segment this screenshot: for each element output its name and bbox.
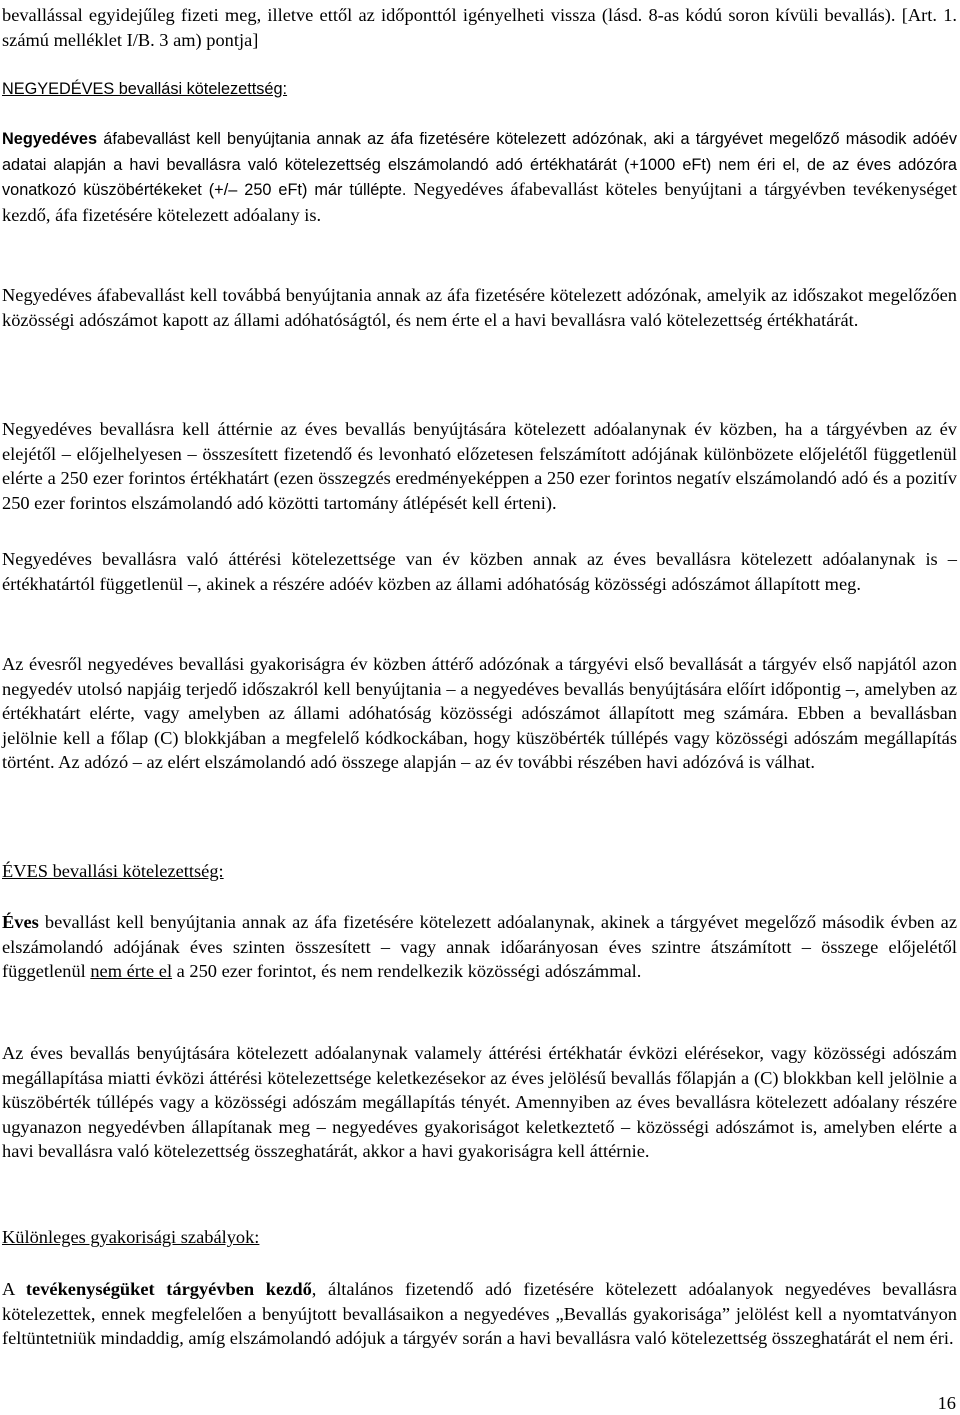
special-bold-term: tevékenységüket tárgyévben kezdő (25, 1279, 312, 1299)
annual-bold-term: Éves (2, 912, 39, 932)
quarterly-paragraph-1: Negyedéves áfabevallást kell benyújtania annak az áfa fizetésére kötelezett adózónak, aki a tárgyévet megelőző második adóév adatai alapján a havi bevallásra való kötelezettség elszámolandó adó értékhatárát (+1000 eFt) nem éri el, de az éves adózóra vonatkozó küszöbértékeket (+/– 250 eFt) már túllépte. Negyedéves áfabevallást köteles benyújtani a tárgyévben tevékenységet kezdő, áfa fizetésére kötelezett adóalany is. (2, 130, 957, 225)
special-paragraph-1: A tevékenységüket tárgyévben kezdő, általános fizetendő adó fizetésére kötelezett adóalanyok negyedéves bevallásra kötelezettek, ennek megfelelően a benyújtott bevallásaikon a negyedéves „Bevallás gyakorisága” jelölést kell a nyomtatványon feltüntetniük mindaddig, amíg elszámolandó adójuk a tárgyév során a havi bevallásra való kötelezettség összeghatárát el nem éri. (2, 1279, 957, 1349)
quarterly-heading: NEGYEDÉVES bevallási kötelezettség: (2, 80, 288, 98)
quarterly-paragraph-4: Negyedéves bevallásra való áttérési kötelezettsége van év közben annak az éves bevallásra kötelezett adóalanynak is – értékhatártól függetlenül –, akinek a részére adóév közben az állami adóhatóság közösségi adószámot állapított meg. (2, 549, 957, 594)
quarterly-paragraph-3: Negyedéves bevallásra kell áttérnie az éves bevallás benyújtására kötelezett adóalanynak év közben, ha a tárgyévben az év elejétől – előjelhelyesen – összesített fizetendő és levonható előzetesen felszámított adójának különbözete előjelétől függetlenül elérte a 250 ezer forintos értékhatárt (ezen összegzés eredményeképpen a 250 ezer forintos negatív elszámolandó adó és a pozitív 250 ezer forintos elszámolandó adó közötti tartomány átlépését kell érteni). (2, 419, 957, 513)
annual-paragraph-1: Éves bevallást kell benyújtania annak az áfa fizetésére kötelezett adóalanynak, akinek a tárgyévet megelőző második évben az elszámolandó adójának éves szinten összesített – vagy annak időarányosan éves szintre átszámított – összege előjelétől függetlenül nem érte el a 250 ezer forintot, és nem rendelkezik közösségi adószámmal. (2, 912, 957, 982)
intro-paragraph: bevallással egyidejűleg fizeti meg, illetve ettől az időponttól igényelheti vissza (lásd. 8-as kódú soron kívüli bevallás). [Art. 1. számú melléklet I/B. 3 am) pontja] (2, 5, 957, 50)
annual-heading: ÉVES bevallási kötelezettség: (2, 861, 224, 881)
quarterly-bold-term: Negyedéves (2, 130, 98, 148)
quarterly-paragraph-2: Negyedéves áfabevallást kell továbbá benyújtania annak az áfa fizetésére kötelezett adózónak, amelyik az időszakot megelőzően közösségi adószámot kapott az állami adóhatóságtól, és nem érte el a havi bevallásra való kötelezettség értékhatárát. (2, 285, 957, 330)
special-heading: Különleges gyakorisági szabályok: (2, 1227, 260, 1247)
underlined-phrase: nem érte el (90, 961, 173, 982)
quarterly-paragraph-5: Az évesről negyedéves bevallási gyakoriságra év közben áttérő adózónak a tárgyévi első bevallását a tárgyév első napjától azon negyedév utolsó napjáig terjedő időszakról kell benyújtania – a negyedéves bevallás benyújtására előírt időpontig –, amelyben az értékhatárt elérte, vagy amelyben az állami adóhatóság közösségi adószámot állapított meg számára. Ebben a bevallásban jelölnie kell a főlap (C) blokkjában a megfelelő kódkockában, hogy küszöbérték túllépés vagy közösségi adószám megállapítás történt. Az adózó – az elért elszámolandó adó összege alapján – az év további részében havi adózóvá is válhat. (2, 654, 957, 773)
annual-paragraph-2: Az éves bevallás benyújtására kötelezett adóalanynak valamely áttérési értékhatár évközi elérésekor, vagy közösségi adószám megállapítása miatti évközi áttérési kötelezettsége keletkezésekor az éves jelölésű bevallás főlapján a (C) blokkban kell jelölnie a küszöbérték túllépés vagy a közösségi adószám megállapítás tényét. Amennyiben az éves bevallásra kötelezett adóalany részére ugyanazon negyedévben állapítanak meg – negyedéves gyakoriságot keletkeztető – közösségi adószámot is, amelyben elérte a havi bevallásra való kötelezettség összeghatárát, akkor a havi gyakoriságra kell áttérnie. (2, 1043, 957, 1162)
page-number: 16 (937, 1393, 956, 1413)
